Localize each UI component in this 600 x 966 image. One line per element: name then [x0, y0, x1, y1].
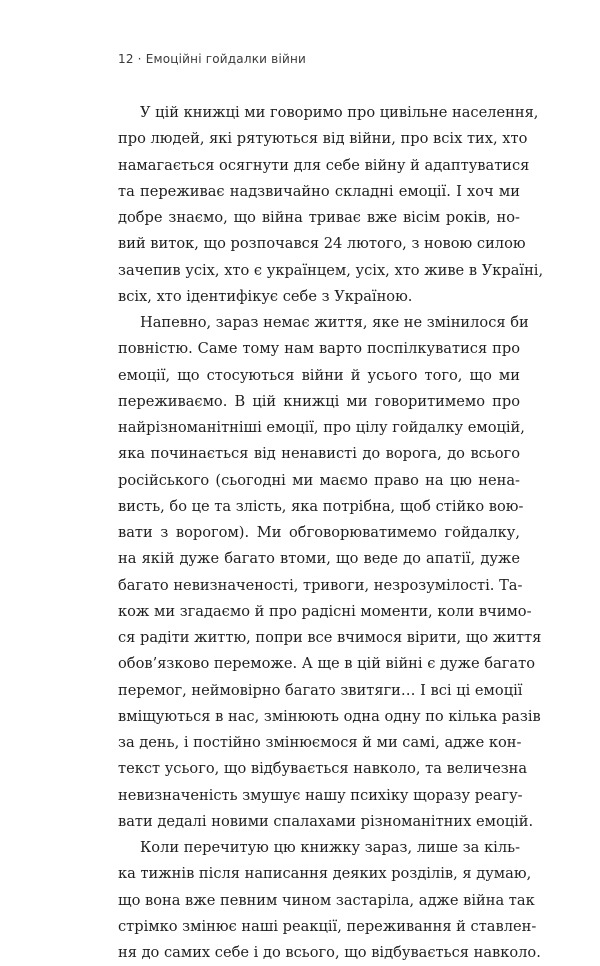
running-header — [118, 52, 306, 66]
text-line: Напевно, зараз немає життя, яке не змінилося би — [140, 314, 529, 331]
text-line: про людей, які рятуються від війни, про всіх тих, хто — [118, 130, 528, 148]
text-line: стрімко змінює наші реакції, переживання й ставлен- — [118, 917, 537, 935]
text-line: яка починається від ненависті до ворога, до всього — [118, 445, 520, 463]
text-line: вати з ворогом). Ми обговорюватимемо гойдалку, — [118, 524, 520, 541]
text-line: кож ми згадаємо й про радісні моменти, коли вчимо- — [118, 602, 532, 620]
text-line: на якій дуже багато втоми, що веде до апатії, дуже — [118, 550, 520, 568]
text-line: зачепив усіх, хто є українцем, усіх, хто живе в Україні, — [118, 261, 544, 279]
text-line: обов’язково переможе. А ще в цій війні є дуже багато — [118, 655, 535, 673]
text-line: повністю. Саме тому нам варто поспілкуватися про — [118, 340, 520, 358]
text-line: перемог, неймовірно багато звитяги… І всі ці емоції — [118, 681, 523, 699]
text-line: текст усього, що відбувається навколо, та величезна — [118, 760, 528, 778]
body-text — [118, 100, 544, 966]
text-line: добре знаємо, що війна триває вже вісім років, но- — [118, 209, 520, 226]
text-line: ня до самих себе і до всього, що відбувається навколо. — [118, 944, 541, 961]
page-number: 12 — [118, 52, 134, 66]
text-line: найрізноманітніші емоції, про цілу гойдалку емоцій, — [118, 419, 525, 436]
text-line: вати дедалі новими спалахами різноманітних емоцій. — [118, 812, 534, 830]
book-title: Емоційні гойдалки війни — [145, 52, 307, 66]
text-line: Коли перечитую цю книжку зараз, лише за кіль- — [140, 839, 520, 856]
paragraph — [118, 310, 542, 835]
text-line: вміщуються в нас, змінюють одна одну по кілька разів — [118, 707, 541, 725]
paragraph — [118, 835, 541, 966]
text-line: вий виток, що розпочався 24 лютого, з новою силою — [118, 235, 526, 253]
text-line: переживаємо. В цій книжці ми говоритимемо про — [118, 392, 520, 410]
header-separator: · — [137, 52, 142, 66]
text-line: що вона вже певним чином застаріла, адже війна так — [118, 891, 535, 909]
text-line: ся радіти життю, попри все вчимося вірити, що життя — [118, 629, 542, 646]
text-line: всіх, хто ідентифікує себе з Україною. — [118, 287, 413, 305]
text-line: невизначеність змушує нашу психіку щоразу реагу- — [118, 786, 523, 804]
paragraph — [118, 100, 544, 310]
text-line: ка тижнів після написання деяких розділів, я думаю, — [118, 865, 532, 883]
text-line: російського (сьогодні ми маємо право на цю нена- — [118, 471, 520, 489]
text-line: намагається осягнути для себе війну й адаптуватися — [118, 156, 530, 174]
text-line: висть, бо це та злість, яка потрібна, щоб стійко вою- — [118, 497, 524, 515]
text-line: У цій книжці ми говоримо про цивільне населення, — [140, 104, 539, 121]
text-line: за день, і постійно змінюємося й ми самі, адже кон- — [118, 734, 522, 751]
text-line: емоції, що стосуються війни й усього того, що ми — [118, 366, 520, 384]
text-line: багато невизначеності, тривоги, незрозумілості. Та- — [118, 576, 523, 594]
text-line: та переживає надзвичайно складні емоції. І хоч ми — [118, 182, 520, 200]
